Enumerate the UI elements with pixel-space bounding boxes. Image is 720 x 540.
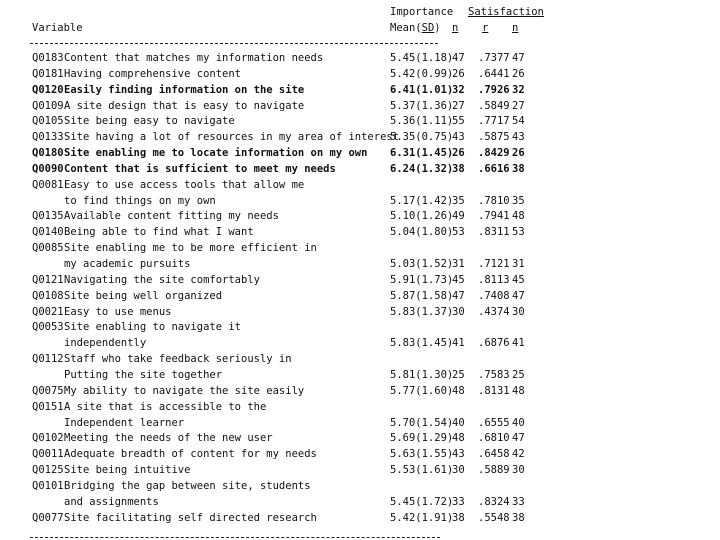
satisfaction-r: .8131 xyxy=(478,385,510,397)
table-row xyxy=(0,147,720,163)
importance-header: Importance xyxy=(390,6,454,18)
variable-description: Site being intuitive xyxy=(64,464,191,476)
variable-code: Q0075 xyxy=(32,385,64,397)
table-row xyxy=(0,448,720,464)
variable-code: Q0021 xyxy=(32,306,64,318)
satisfaction-r: .5875 xyxy=(478,131,510,143)
variable-code: Q0102 xyxy=(32,432,64,444)
importance-mean-sd: 5.17(1.42) xyxy=(390,195,454,207)
satisfaction-n: 47 xyxy=(512,290,525,302)
importance-n: 43 xyxy=(452,448,465,460)
mean-label: Mean xyxy=(390,22,416,34)
variable-description-continued: my academic pursuits xyxy=(64,258,191,270)
mean-sd-header: Mean(SD) xyxy=(390,22,441,34)
satisfaction-n: 45 xyxy=(512,274,525,286)
table-row xyxy=(0,84,720,100)
satisfaction-r: .7583 xyxy=(478,369,510,381)
importance-n: 48 xyxy=(452,385,465,397)
variable-description: Site facilitating self directed research xyxy=(64,512,317,524)
satisfaction-r: .7377 xyxy=(478,52,510,64)
importance-n: 30 xyxy=(452,464,465,476)
variable-header: Variable xyxy=(32,22,83,34)
variable-description: A site that is accessible to the xyxy=(64,401,267,413)
importance-n: 45 xyxy=(452,274,465,286)
n-header-importance: n xyxy=(452,22,459,34)
importance-mean-sd: 6.41(1.01) xyxy=(390,84,454,96)
satisfaction-n: 42 xyxy=(512,448,525,460)
importance-n: 55 xyxy=(452,115,465,127)
variable-code: Q0090 xyxy=(32,163,64,175)
importance-mean-sd: 5.69(1.29) xyxy=(390,432,454,444)
satisfaction-r: .6876 xyxy=(478,337,510,349)
table-row xyxy=(0,480,720,508)
table-row xyxy=(0,464,720,480)
satisfaction-n: 38 xyxy=(512,512,525,524)
variable-description-continued: Putting the site together xyxy=(64,369,223,381)
satisfaction-r: .8113 xyxy=(478,274,510,286)
variable-code: Q0101 xyxy=(32,480,64,492)
satisfaction-r: .6458 xyxy=(478,448,510,460)
importance-mean-sd: 5.42(0.99) xyxy=(390,68,454,80)
satisfaction-n: 47 xyxy=(512,432,525,444)
satisfaction-r: .5849 xyxy=(478,100,510,112)
importance-n: 41 xyxy=(452,337,465,349)
importance-mean-sd: 5.45(1.72) xyxy=(390,496,454,508)
importance-n: 43 xyxy=(452,131,465,143)
variable-code: Q0105 xyxy=(32,115,64,127)
variable-code: Q0053 xyxy=(32,321,64,333)
importance-n: 26 xyxy=(452,147,465,159)
satisfaction-n: 41 xyxy=(512,337,525,349)
satisfaction-r: .6555 xyxy=(478,417,510,429)
satisfaction-n: 32 xyxy=(512,84,525,96)
variable-description: Easy to use access tools that allow me xyxy=(64,179,305,191)
satisfaction-n: 48 xyxy=(512,210,525,222)
variable-description-continued: to find things on my own xyxy=(64,195,216,207)
variable-description: Site enabling me to be more efficient in xyxy=(64,242,317,254)
variable-description: Navigating the site comfortably xyxy=(64,274,260,286)
variable-code: Q0011 xyxy=(32,448,64,460)
satisfaction-r: .7926 xyxy=(478,84,510,96)
variable-code: Q0140 xyxy=(32,226,64,238)
variable-description: A site design that is easy to navigate xyxy=(64,100,305,112)
satisfaction-r: .7941 xyxy=(478,210,510,222)
satisfaction-r: .6810 xyxy=(478,432,510,444)
satisfaction-n: 38 xyxy=(512,163,525,175)
importance-n: 27 xyxy=(452,100,465,112)
variable-code: Q0109 xyxy=(32,100,64,112)
importance-n: 35 xyxy=(452,195,465,207)
satisfaction-header: Satisfaction xyxy=(468,6,544,18)
satisfaction-n: 47 xyxy=(512,52,525,64)
satisfaction-n: 30 xyxy=(512,464,525,476)
variable-description-continued: independently xyxy=(64,337,147,349)
variable-description-continued: Independent learner xyxy=(64,417,185,429)
importance-mean-sd: 6.31(1.45) xyxy=(390,147,454,159)
importance-n: 38 xyxy=(452,512,465,524)
variable-description-continued: and assignments xyxy=(64,496,159,508)
satisfaction-n: 48 xyxy=(512,385,525,397)
variable-code: Q0135 xyxy=(32,210,64,222)
importance-mean-sd: 5.37(1.36) xyxy=(390,100,454,112)
variable-description: Having comprehensive content xyxy=(64,68,242,80)
importance-mean-sd: 5.83(1.37) xyxy=(390,306,454,318)
satisfaction-r: .7408 xyxy=(478,290,510,302)
variable-description: Site enabling me to locate information on my own xyxy=(64,147,368,159)
importance-mean-sd: 5.53(1.61) xyxy=(390,464,454,476)
satisfaction-n: 30 xyxy=(512,306,525,318)
satisfaction-n: 54 xyxy=(512,115,525,127)
importance-n: 25 xyxy=(452,369,465,381)
variable-description: My ability to navigate the site easily xyxy=(64,385,305,397)
satisfaction-n: 35 xyxy=(512,195,525,207)
variable-description: Adequate breadth of content for my needs xyxy=(64,448,317,460)
satisfaction-r: .4374 xyxy=(478,306,510,318)
satisfaction-r: .7810 xyxy=(478,195,510,207)
importance-n: 26 xyxy=(452,68,465,80)
satisfaction-n: 25 xyxy=(512,369,525,381)
satisfaction-r: .8311 xyxy=(478,226,510,238)
importance-mean-sd: 5.36(1.11) xyxy=(390,115,454,127)
variable-code: Q0180 xyxy=(32,147,64,159)
satisfaction-r: .7121 xyxy=(478,258,510,270)
variable-code: Q0181 xyxy=(32,68,64,80)
importance-n: 48 xyxy=(452,432,465,444)
table-row xyxy=(0,179,720,207)
importance-n: 32 xyxy=(452,84,465,96)
table-row xyxy=(0,401,720,429)
satisfaction-r: .5548 xyxy=(478,512,510,524)
sd-label: SD xyxy=(421,22,435,34)
satisfaction-r: .5889 xyxy=(478,464,510,476)
satisfaction-r: .7717 xyxy=(478,115,510,127)
importance-n: 49 xyxy=(452,210,465,222)
importance-n: 53 xyxy=(452,226,465,238)
variable-description: Staff who take feedback seriously in xyxy=(64,353,292,365)
importance-mean-sd: 5.87(1.58) xyxy=(390,290,454,302)
variable-description: Content that is sufficient to meet my needs xyxy=(64,163,336,175)
variable-description: Easy to use menus xyxy=(64,306,172,318)
table-row xyxy=(0,321,720,349)
importance-mean-sd: 5.91(1.73) xyxy=(390,274,454,286)
satisfaction-r: .8324 xyxy=(478,496,510,508)
importance-mean-sd: 5.35(0.75) xyxy=(390,131,454,143)
satisfaction-n: 27 xyxy=(512,100,525,112)
variable-code: Q0077 xyxy=(32,512,64,524)
table-row xyxy=(0,131,720,147)
satisfaction-r: .6441 xyxy=(478,68,510,80)
importance-mean-sd: 5.45(1.18) xyxy=(390,52,454,64)
satisfaction-n: 40 xyxy=(512,417,525,429)
importance-mean-sd: 5.10(1.26) xyxy=(390,210,454,222)
importance-mean-sd: 5.81(1.30) xyxy=(390,369,454,381)
importance-n: 31 xyxy=(452,258,465,270)
importance-n: 38 xyxy=(452,163,465,175)
table-row xyxy=(0,226,720,242)
variable-code: Q0120 xyxy=(32,84,64,96)
variable-description: Content that matches my information needs xyxy=(64,52,324,64)
satisfaction-n: 33 xyxy=(512,496,525,508)
variable-code: Q0133 xyxy=(32,131,64,143)
table-row xyxy=(0,210,720,226)
variable-code: Q0108 xyxy=(32,290,64,302)
satisfaction-n: 53 xyxy=(512,226,525,238)
variable-description: Site being well organized xyxy=(64,290,223,302)
importance-mean-sd: 5.77(1.60) xyxy=(390,385,454,397)
table-row xyxy=(0,274,720,290)
importance-mean-sd: 5.63(1.55) xyxy=(390,448,454,460)
variable-code: Q0151 xyxy=(32,401,64,413)
table-row xyxy=(0,68,720,84)
variable-description: Site being easy to navigate xyxy=(64,115,235,127)
bottom-rule xyxy=(30,537,440,538)
importance-mean-sd: 6.24(1.32) xyxy=(390,163,454,175)
importance-n: 47 xyxy=(452,52,465,64)
variable-description: Site having a lot of resources in my area of interest xyxy=(64,131,400,143)
importance-mean-sd: 5.42(1.91) xyxy=(390,512,454,524)
variable-code: Q0112 xyxy=(32,353,64,365)
n-header-satisfaction: n xyxy=(512,22,519,34)
table-row xyxy=(0,163,720,179)
table-row xyxy=(0,290,720,306)
importance-mean-sd: 5.83(1.45) xyxy=(390,337,454,349)
variable-description: Bridging the gap between site, students xyxy=(64,480,311,492)
importance-n: 47 xyxy=(452,290,465,302)
table-row xyxy=(0,432,720,448)
top-rule xyxy=(30,43,438,44)
variable-description: Being able to find what I want xyxy=(64,226,254,238)
importance-n: 30 xyxy=(452,306,465,318)
satisfaction-n: 26 xyxy=(512,147,525,159)
variable-code: Q0081 xyxy=(32,179,64,191)
table-row xyxy=(0,385,720,401)
satisfaction-r: .6616 xyxy=(478,163,510,175)
variable-code: Q0125 xyxy=(32,464,64,476)
satisfaction-n: 43 xyxy=(512,131,525,143)
satisfaction-n: 31 xyxy=(512,258,525,270)
variable-description: Available content fitting my needs xyxy=(64,210,279,222)
table-row xyxy=(0,306,720,322)
satisfaction-n: 26 xyxy=(512,68,525,80)
table-row xyxy=(0,512,720,528)
variable-code: Q0085 xyxy=(32,242,64,254)
importance-n: 40 xyxy=(452,417,465,429)
table-row xyxy=(0,100,720,116)
table-row xyxy=(0,242,720,270)
variable-code: Q0183 xyxy=(32,52,64,64)
variable-code: Q0121 xyxy=(32,274,64,286)
table-row xyxy=(0,52,720,68)
r-header: r xyxy=(482,22,489,34)
importance-mean-sd: 5.03(1.52) xyxy=(390,258,454,270)
table-row xyxy=(0,353,720,381)
importance-n: 33 xyxy=(452,496,465,508)
satisfaction-r: .8429 xyxy=(478,147,510,159)
importance-mean-sd: 5.04(1.80) xyxy=(390,226,454,238)
variable-description: Easily finding information on the site xyxy=(64,84,305,96)
variable-description: Site enabling to navigate it xyxy=(64,321,242,333)
importance-mean-sd: 5.70(1.54) xyxy=(390,417,454,429)
table-row xyxy=(0,115,720,131)
variable-description: Meeting the needs of the new user xyxy=(64,432,273,444)
